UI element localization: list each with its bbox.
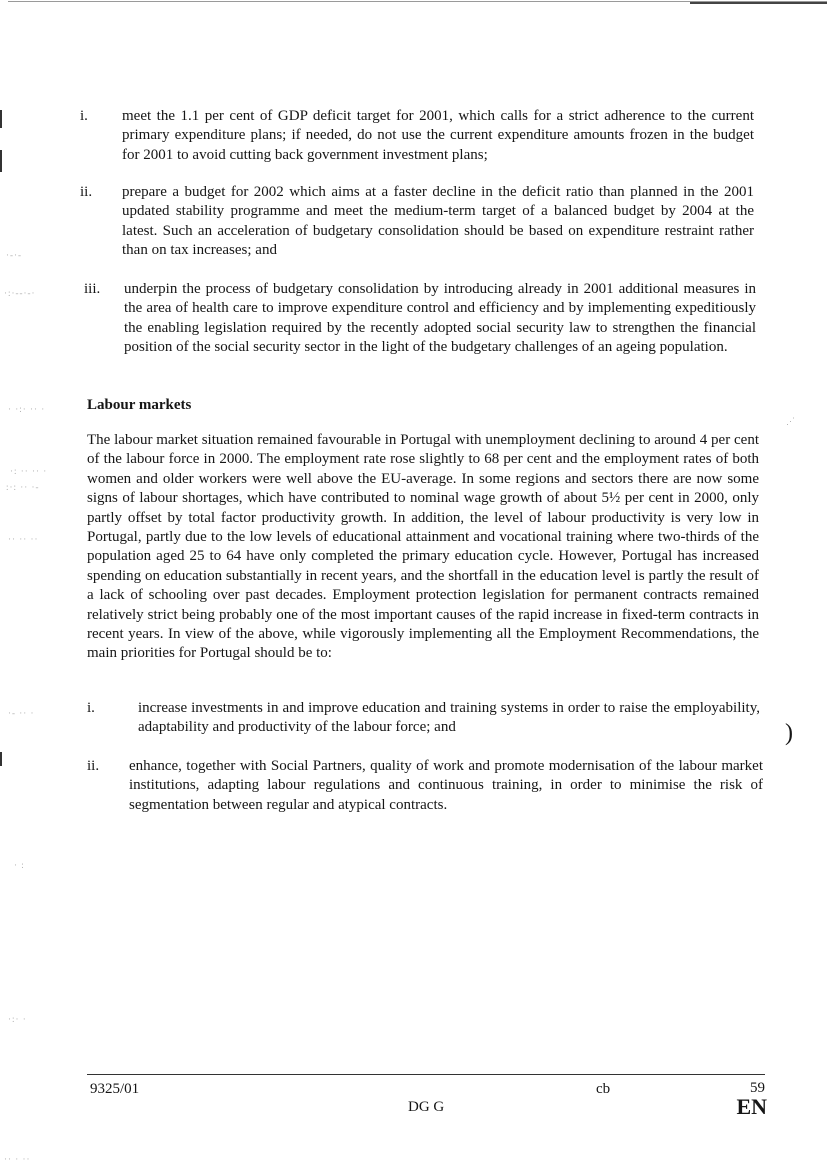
typist-initials: cb xyxy=(596,1081,611,1097)
list-number: ii. xyxy=(87,758,100,774)
scan-noise: ·- ·· · xyxy=(8,708,35,718)
list-number: ii. xyxy=(80,184,93,200)
scan-noise: ·:·--·-· xyxy=(4,288,36,298)
scan-margin-mark xyxy=(0,150,2,172)
document-reference: 9325/01 xyxy=(90,1081,140,1097)
body-paragraph: The labour market situation remained favourable in Portugal with unemployment declining to around 4 per cent of the labour force in 2000. The employment rate rose slightly to 68 per cent and the employment rates of both women and older workers were well above the EU-average. In some regions and sectors there are now some signs of labour shortages, which have contributed to nominal wage growth of about 5½ per cent in 2000, only partly offset by total factor productivity growth. In addition, the level of labour productivity is very low in Portugal, partly due to the low levels of educational attainment and vocational training where two-thirds of the population aged 25 to 64 have only completed the primary education cycle. However, Portugal has increased spending on education substantially in recent years, and the shortfall in the education level is partly the result of a lack of schooling over past decades. Employment protection legislation for permanent contracts remained relatively strict being probably one of the most important causes of the rapid increase in fixed-term contracts in recent years. In view of the above, while vigorously implementing all the Employment Recommendations, the main priorities for Portugal should be to: xyxy=(87,432,759,662)
footer-rule xyxy=(87,1074,765,1075)
scan-noise: ·:· · xyxy=(8,1014,27,1024)
scan-top-edge-right xyxy=(690,2,827,4)
list-item-text: meet the 1.1 per cent of GDP deficit target for 2001, which calls for a strict adherence to the current primary expenditure plans; if needed, do not use the current expenditure amounts frozen in the budget for 2001 to avoid cutting back government investment plans; xyxy=(122,108,754,163)
scan-noise: · : xyxy=(14,860,25,870)
list-number: i. xyxy=(87,700,95,716)
page-number: 59 xyxy=(750,1080,765,1096)
list-item-text: prepare a budget for 2002 which aims at a faster decline in the deficit ratio than planned in the 2001 updated stability programme and meet the medium-term target of a balanced budget by 2004 at the latest. Such an acceleration of budgetary consolidation should be based on expenditure restraint rather than on tax increases; and xyxy=(122,184,754,259)
list-item-text: increase investments in and improve education and training systems in order to raise the employability, adaptability and productivity of the labour force; and xyxy=(138,700,760,736)
scan-noise: ·· ·· ·· xyxy=(8,534,39,544)
scan-noise: ⋰ xyxy=(786,416,796,426)
scan-bracket-mark: ) xyxy=(785,720,793,746)
scan-noise: · ·:· ·· · xyxy=(8,404,46,414)
list-number: i. xyxy=(80,108,88,124)
scan-margin-mark xyxy=(0,110,2,128)
scan-noise: :·: ·· ·- xyxy=(6,482,40,492)
list-number: iii. xyxy=(84,281,101,297)
scan-noise: ·: ·· ·· · xyxy=(10,466,48,476)
language-code: EN xyxy=(736,1094,767,1119)
scan-noise: ·-·- xyxy=(6,250,22,260)
list-item-text: enhance, together with Social Partners, quality of work and promote modernisation of the labour market institutions, adapting labour regulations and continuous training, in order to minimise the risk of segmentation between regular and atypical contracts. xyxy=(129,758,763,813)
scan-margin-mark xyxy=(0,752,2,766)
section-heading: Labour markets xyxy=(87,397,192,413)
list-item-text: underpin the process of budgetary consolidation by introducing already in 2001 additional measures in the area of health care to improve expenditure control and efficiency and by implementing expeditiously the enabling legislation required by the recently adopted social security law to strengthen the financial position of the social security sector in the light of the budgetary challenges of an ageing population. xyxy=(124,281,756,356)
scan-noise: ·· · ·· xyxy=(4,1154,31,1164)
directorate-label: DG G xyxy=(408,1099,445,1115)
